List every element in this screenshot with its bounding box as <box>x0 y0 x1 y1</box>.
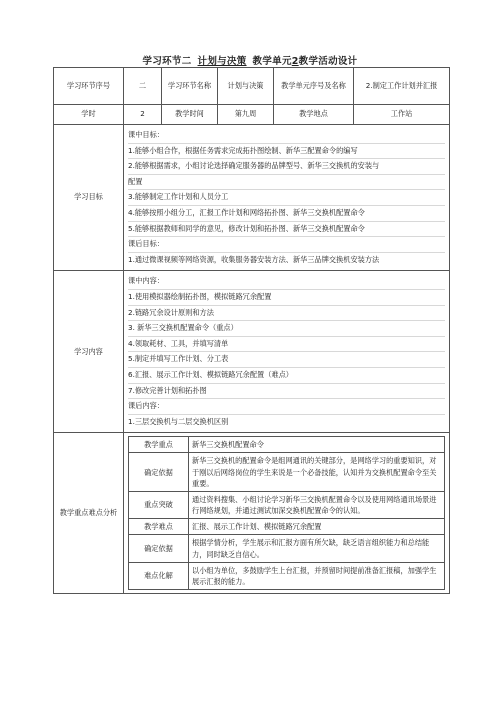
value-cell-link-name: 计划与决策 <box>218 68 274 105</box>
analysis-row-item <box>129 535 445 562</box>
analysis-row <box>54 433 450 594</box>
objective-line: 4.能够按照小组分工，汇报工作计划和网络拓扑图、新华三交换机配置命令 <box>128 206 445 222</box>
objective-line: 1.能够小组合作，根据任务需求完成拓扑图绘制、新华三配置命令的编写 <box>128 144 445 160</box>
content-line: 6.汇报、展示工作计划、模拟链路冗余配置（难点） <box>128 368 445 384</box>
objective-line: 课中目标： <box>128 128 445 144</box>
header-cell-place: 教学地点 <box>274 105 354 125</box>
title-prefix: 学习环节二 <box>142 56 192 67</box>
content-line: 4.领取耗材、工具，并填写清单 <box>128 337 445 353</box>
table-row <box>54 105 450 125</box>
analysis-value: 汇报、展示工作计划、模拟链路冗余配置 <box>189 519 445 535</box>
content-line: 1.使用模拟器绘制拓扑图，模拟链路冗余配置 <box>128 290 445 306</box>
content-line: 课中内容： <box>128 274 445 290</box>
objective-line: 课后目标： <box>128 237 445 253</box>
objectives-content <box>124 125 450 271</box>
analysis-row-item <box>129 562 445 589</box>
content-line: 5.制定并填写工作计划、分工表 <box>128 352 445 368</box>
content-line: 3. 新华三交换机配置命令（重点） <box>128 321 445 337</box>
analysis-cell <box>124 433 450 594</box>
header-cell-link-name: 学习环节名称 <box>162 68 218 105</box>
header-cell-hours: 学时 <box>54 105 124 125</box>
content-list <box>124 271 450 433</box>
value-cell-link-no: 二 <box>124 68 162 105</box>
content-row <box>54 271 450 433</box>
analysis-row-item <box>129 453 445 491</box>
objective-line: 1.通过微课视频等网络资源，收集服务器安装方法、新华三品牌交换机安装方法 <box>128 254 380 264</box>
objective-line: 3.能够制定工作计划和人员分工 <box>128 190 445 206</box>
analysis-key: 教学重点 <box>129 437 189 453</box>
analysis-label: 教学重点难点分析 <box>54 433 124 594</box>
analysis-value: 通过资料搜集、小组讨论学习新华三交换机配置命令以及使用网络通讯场景进行网络规划，并通过测试加深交换机配置命令的认知。 <box>189 491 445 518</box>
table-row <box>54 68 450 105</box>
objective-line: 5.能够根据教师和同学的意见，修改计划和拓扑图、新华三交换机配置命令 <box>128 222 445 238</box>
analysis-row-item <box>129 437 445 453</box>
activity-design-table <box>53 67 450 594</box>
value-cell-place: 工作站 <box>354 105 450 125</box>
analysis-value: 以小组为单位，多鼓励学生上台汇报，并预留时间提前准备汇报稿，加强学生展示汇报的能力。 <box>189 562 445 589</box>
content-line: 1.三层交换机与二层交换机区别 <box>128 416 229 426</box>
objective-line: 2.能够根据需求，小组讨论选择确定服务器的品牌型号、新华三交换机的安装与 <box>128 159 445 175</box>
content-line: 7.修改完善计划和拓扑图 <box>128 384 445 400</box>
title-link-name: 计划与决策 <box>197 56 247 67</box>
analysis-key: 确定依据 <box>129 453 189 491</box>
objectives-label: 学习目标 <box>54 125 124 271</box>
analysis-value: 新华三交换机的配置命令是组网通讯的关键部分，是网络学习的重要知识，对于刚以后网络岗位的学生来说是一个必备技能，认知并为交换机配置命令至关重要。 <box>189 453 445 491</box>
analysis-value: 根据学情分析，学生展示和汇报方面有所欠缺，缺乏语言组织能力和总结能力，同时缺乏自信心。 <box>189 535 445 562</box>
header-cell-link-no: 学习环节序号 <box>54 68 124 105</box>
analysis-table <box>128 436 445 590</box>
header-cell-unit: 教学单元序号及名称 <box>274 68 354 105</box>
analysis-key: 教学难点 <box>129 519 189 535</box>
analysis-value: 新华三交换机配置命令 <box>189 437 445 453</box>
page-title <box>0 53 500 67</box>
analysis-key: 重点突破 <box>129 491 189 518</box>
title-suffix: 教学活动设计 <box>298 56 358 67</box>
objective-line: 配置 <box>128 175 445 191</box>
title-middle: 教学单元 <box>252 56 292 67</box>
analysis-row-item <box>129 519 445 535</box>
analysis-key: 难点化解 <box>129 562 189 589</box>
content-line: 课后内容： <box>128 399 445 415</box>
content-label: 学习内容 <box>54 271 124 433</box>
value-cell-time: 第九周 <box>218 105 274 125</box>
analysis-row-item <box>129 491 445 518</box>
header-cell-time: 教学时间 <box>162 105 218 125</box>
value-cell-hours: 2 <box>124 105 162 125</box>
title-unit-no: 2 <box>291 56 299 67</box>
content-line: 2.链路冗余设计原则和方法 <box>128 306 445 322</box>
analysis-key: 确定依据 <box>129 535 189 562</box>
objectives-row <box>54 125 450 271</box>
value-cell-unit: 2.制定工作计划并汇报 <box>354 68 450 105</box>
